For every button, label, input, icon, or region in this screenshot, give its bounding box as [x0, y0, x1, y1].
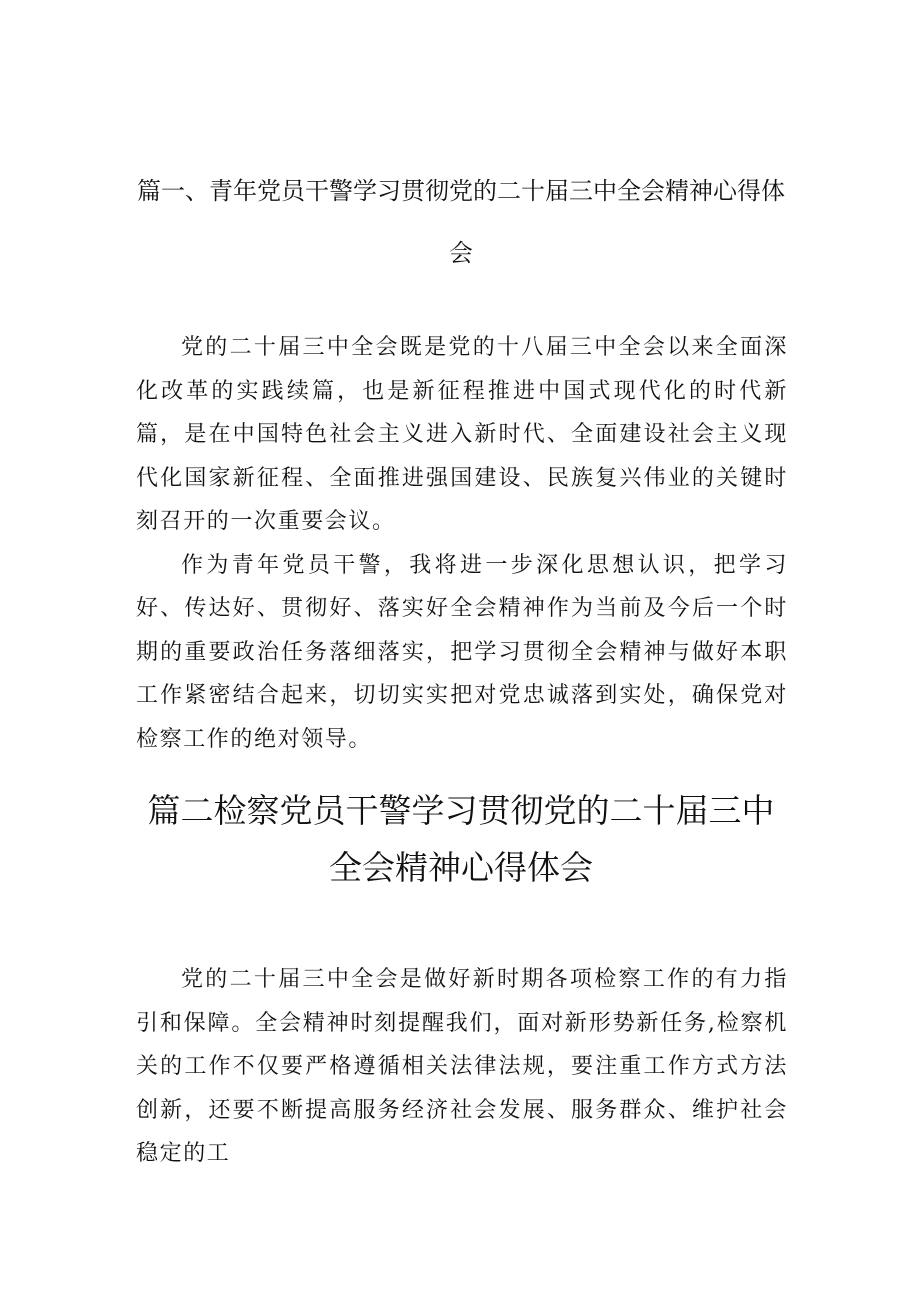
- section-1-title: 篇一、青年党员干警学习贯彻党的二十届三中全会精神心得体会: [137, 177, 785, 267]
- section-2-title: 篇二检察党员干警学习贯彻党的二十届三中全会精神心得体会: [147, 791, 775, 887]
- section-2-body: [136, 958, 788, 1176]
- section-2-paragraph-1: 党的二十届三中全会是做好新时期各项检察工作的有力指引和保障。全会精神时刻提醒我们，面对新形势新任务,检察机关的工作不仅要严格遵循相关法律法规，要注重工作方式方法创新，还要不断提高服务经济社会发展、服务群众、维护社会稳定的工: [136, 967, 788, 1166]
- section-1-paragraph-1: 党的二十届三中全会既是党的十八届三中全会以来全面深化改革的实践续篇，也是新征程推进中国式现代化的时代新篇，是在中国特色社会主义进入新时代、全面建设社会主义现代化国家新征程、全面推进强国建设、民族复兴伟业的关键时刻召开的一次重要会议。: [136, 335, 788, 534]
- section-1-body: [136, 326, 788, 761]
- section-1-paragraph-2: 作为青年党员干警，我将进一步深化思想认识，把学习好、传达好、贯彻好、落实好全会精神作为当前及今后一个时期的重要政治任务落细落实，把学习贯彻全会精神与做好本职工作紧密结合起来，切切实实把对党忠诚落到实处，确保党对检察工作的绝对领导。: [136, 552, 788, 752]
